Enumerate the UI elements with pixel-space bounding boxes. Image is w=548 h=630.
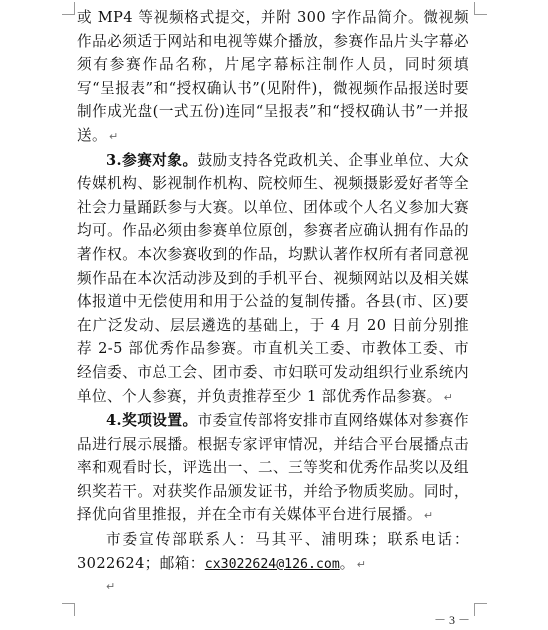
paragraph-mark-icon: ↵ (443, 390, 454, 404)
empty-paragraph-mark-icon: ↵ (106, 580, 116, 593)
crop-mark-top-left (62, 2, 75, 15)
contact-text: 市委宣传部联系人：马其平、浦明珠；联系电话：3022624；邮箱： (77, 531, 469, 572)
paragraph-mark-icon: ↵ (356, 557, 367, 571)
paragraph-text: 鼓励支持各党政机关、企事业单位、大众传媒机构、影视制作机构、院校师生、视频摄影爱好者等全社会力量踊跃参与大赛。以单位、团体或个人名义参加大赛均可。作品必须由参赛单位原创，参赛者应确认拥有作品的著作权。本次参赛收到的作品，均默认著作权所有者同意视频作品在本次活动涉及到的手机平台、视频网站以及相关媒体报道中无偿使用和用于公益的复制传播。各县(市、区)要在广泛发动、层层遴选的基础上，于 4 月 20 日前分别推荐 2-5 部优秀作品参赛。市直机关工委、市教体工委、市经信委、市总工会、团市委、市妇联可发动组织行业系统内单位、个人参赛，并负责推荐至少 1 部优秀作品参赛。 (77, 151, 469, 405)
section-heading-participants: 3.参赛对象。 (106, 151, 198, 169)
paragraph-text: 或 MP4 等视频格式提交，并附 300 字作品简介。微视频作品必须适于网站和电视等媒介播放，参赛作品片头字幕必须有参赛作品名称，片尾字幕标注制作人员，同时须填写“呈报表”和“授权确认书”(见附件)，微视频作品报送时要制作成光盘(一式五份)连同“呈报表”和“授权确认书”一并报送。 (77, 9, 469, 144)
document-body[interactable] (77, 6, 469, 576)
paragraph-submission-format (77, 6, 469, 149)
paragraph-mark-icon: ↵ (423, 509, 434, 523)
paragraph-contact (77, 528, 469, 576)
paragraph-mark-icon: ↵ (109, 129, 119, 143)
crop-mark-top-right (474, 2, 487, 15)
email-link[interactable]: cx3022624@126.com (204, 556, 340, 572)
contact-tail: 。 (339, 554, 355, 572)
paragraph-text: 市委宣传部将安排市直网络媒体对参赛作品进行展示展播。根据专家评审情况，并结合平台展播点击率和观看时长，评选出一、二、三等奖和优秀作品奖以及组织奖若干。对获奖作品颁发证书，并给予物质奖励。同时，择优向省里推报，并在全市有关媒体平台进行展播。 (77, 412, 469, 524)
crop-mark-bottom-right (474, 603, 487, 616)
paragraph-participants (77, 149, 469, 410)
page-number: － 3 － (434, 613, 471, 627)
paragraph-awards (77, 409, 469, 528)
section-heading-awards: 4.奖项设置。 (106, 412, 198, 430)
crop-mark-bottom-left (62, 603, 75, 616)
